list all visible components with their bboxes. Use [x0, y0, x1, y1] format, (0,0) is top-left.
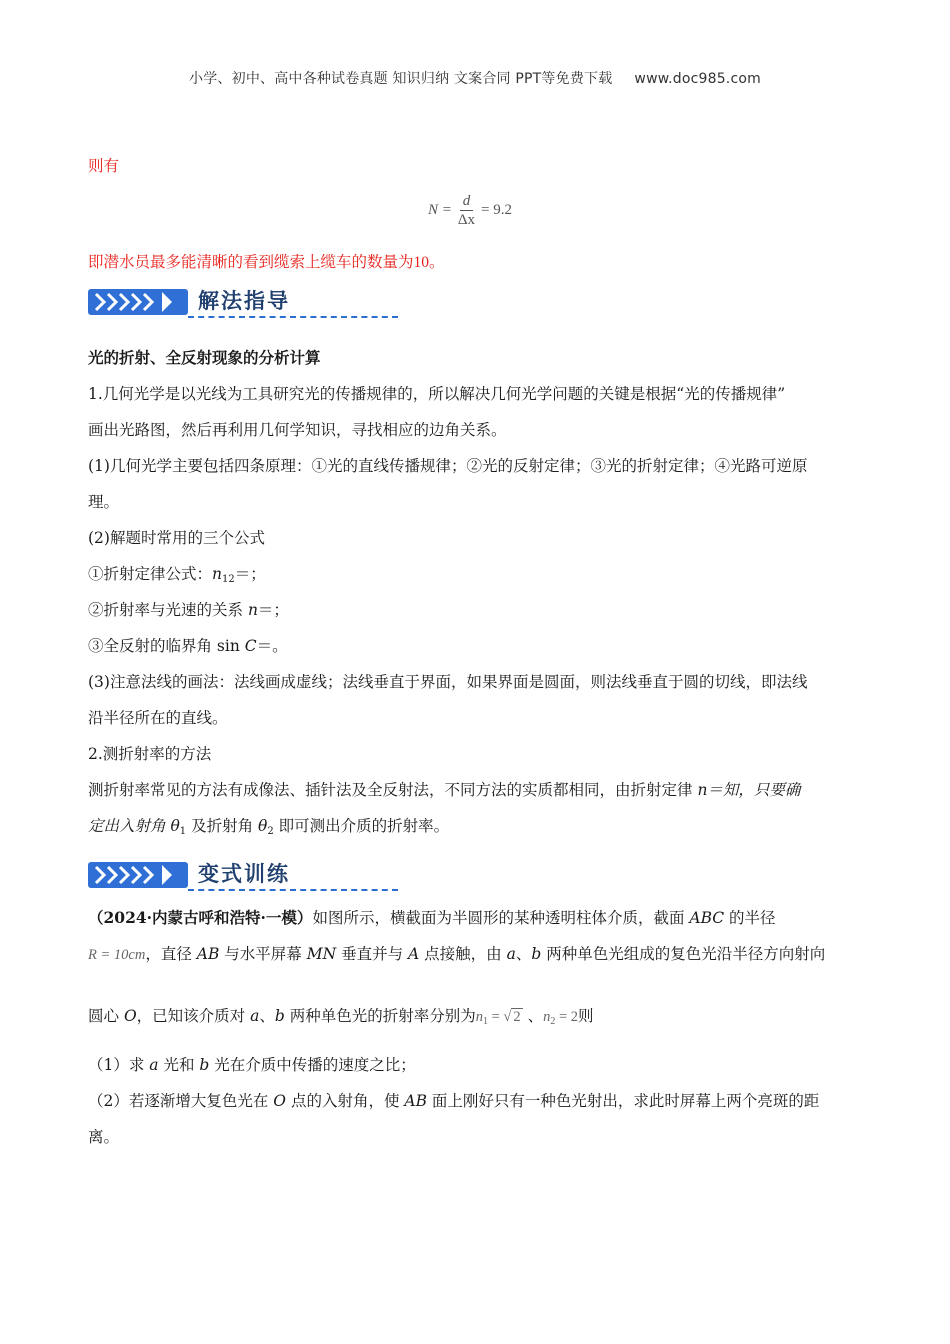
s2-o: O: [273, 1092, 287, 1110]
f1-sub: 12: [222, 574, 235, 585]
question-line-1: [88, 900, 868, 936]
q3-end: 则: [578, 1007, 594, 1025]
paragraph-6b: [88, 808, 868, 850]
banner-underline: [188, 316, 398, 318]
q3-b: ，已知该介质对: [136, 1007, 251, 1025]
q2-f: 两种单色光组成的复色光沿半径方向射向: [541, 945, 826, 963]
conclusion-text: 即潜水员最多能清晰的看到缆索上缆车的数量为: [88, 253, 414, 271]
formula-rhs: = 9.2: [481, 202, 513, 218]
header-text: 小学、初中、高中各种试卷真题 知识归纳 文案合同 PPT等免费下载: [189, 71, 613, 87]
paragraph-5: 2.测折射率的方法: [88, 745, 212, 763]
paragraph-1b: 画出光路图，然后再利用几何学知识，寻找相应的边角关系。: [88, 421, 507, 439]
f2-var: n: [247, 601, 258, 619]
q2-a: ，直径: [145, 945, 197, 963]
q3-light-b: b: [274, 1007, 285, 1025]
page-header: [0, 68, 950, 88]
answer-conclusion: [88, 244, 868, 281]
theta-2: θ: [258, 817, 268, 835]
n2-sub: 2: [550, 1016, 556, 1027]
q3-d: 两种单色光的折射率分别为: [284, 1007, 476, 1025]
q2-e: 、: [515, 945, 532, 963]
q2-light-a: a: [506, 945, 516, 963]
s2-pre: （2）若逐渐增大复色光在: [88, 1092, 274, 1110]
p6a-var: n: [697, 781, 708, 799]
f2-prefix: ②折射率与光速的关系: [88, 601, 248, 619]
radius-value: R = 10cm: [88, 947, 146, 963]
conclusion-end: 。: [429, 253, 445, 271]
sub-question-2-end: 离。: [88, 1128, 120, 1146]
section-title: 解法指导: [198, 289, 290, 313]
p6b-prefix: 定出入射角: [88, 817, 171, 835]
sub-question-1: [88, 1047, 868, 1083]
q2-d: 点接触，由: [419, 945, 507, 963]
f2-post: ＝；: [257, 601, 289, 619]
formula-item-2: [88, 592, 868, 628]
question-line-3: [88, 998, 868, 1040]
p6b-post: 即可测出介质的折射率。: [273, 817, 450, 835]
theta-1: θ: [170, 817, 180, 835]
q2-point-a: A: [408, 945, 420, 963]
q3-sep: 、: [522, 1007, 544, 1025]
p6a-post: ＝知，只要确: [707, 781, 801, 799]
paragraph-4a: (3)注意法线的画法：法线画成虚线；法线垂直于界面，如果界面是圆面，则法线垂直于圆的切线，即法线: [88, 673, 808, 691]
f1-prefix: ①折射定律公式：: [88, 565, 213, 583]
section-subtitle: 光的折射、全反射现象的分析计算: [88, 348, 321, 367]
s2-ab: AB: [404, 1092, 427, 1110]
q2-mn: MN: [306, 945, 337, 963]
p6a-prefix: 测折射率常见的方法有成像法、插针法及全反射法，不同方法的实质都相同，由折射定律: [88, 781, 698, 799]
p6b-mid: 及折射角: [186, 817, 259, 835]
n1-var: n: [475, 1009, 483, 1025]
section-title: 变式训练: [198, 862, 290, 886]
formula-numerator: d: [460, 192, 474, 211]
f1-var: n: [212, 565, 222, 583]
conclusion-value: 10: [413, 254, 430, 271]
formula-denominator: Δx: [457, 212, 476, 228]
q1-abc: ABC: [689, 909, 725, 927]
section-banner-method: [88, 285, 300, 321]
s1-mid: 光和: [158, 1056, 200, 1074]
answer-formula: [428, 192, 512, 229]
formula-lhs: N =: [428, 202, 452, 218]
n2-values: [543, 1009, 578, 1025]
question-line-2: [88, 936, 868, 973]
q2-c: 垂直并与: [336, 945, 408, 963]
s1-pre: （1）求: [88, 1056, 150, 1074]
refractive-index-values: $n_1$ = √ 2: [475, 1009, 521, 1027]
chevron-arrows-icon: [88, 862, 188, 888]
header-site-link[interactable]: www.doc985.com: [634, 71, 761, 87]
f3-post: ＝。: [256, 637, 288, 655]
formula-item-3: [88, 628, 868, 664]
theta-1-sub: 1: [179, 826, 187, 837]
paragraph-2a: (1)几何光学主要包括四条原理：①光的直线传播规律；②光的反射定律；③光的折射定律；④光路可逆原: [88, 457, 808, 475]
banner-underline: [188, 889, 398, 891]
q3-c: 、: [259, 1007, 275, 1025]
q2-ab: AB: [196, 945, 220, 963]
f3-prefix: ③全反射的临界角 sin: [88, 637, 245, 655]
q3-a: 圆心: [88, 1007, 124, 1025]
chevron-arrows-icon: [88, 289, 188, 315]
sqrt-value: 2: [513, 1009, 521, 1025]
q3-o: O: [123, 1007, 137, 1025]
answer-intro: 则有: [88, 157, 120, 175]
paragraph-1a: 1.几何光学是以光线为工具研究光的传播规律的，所以解决几何光学问题的关键是根据“光的传播规律”: [88, 385, 786, 403]
q1-end: 的半径: [724, 909, 776, 927]
q1-text: 如图所示，横截面为半圆形的某种透明柱体介质，截面: [312, 909, 690, 927]
s2-mid: 点的入射角，使: [286, 1092, 405, 1110]
section-banner-practice: [88, 858, 300, 894]
q2-b: 与水平屏幕: [219, 945, 307, 963]
theta-2-sub: 2: [267, 826, 274, 837]
q3-light-a: a: [250, 1007, 260, 1025]
s2-post: 面上刚好只有一种色光射出，求此时屏幕上两个亮斑的距: [426, 1092, 820, 1110]
formula-fraction: [458, 192, 475, 229]
n2-eq: = 2: [555, 1009, 579, 1025]
paragraph-2b: 理。: [88, 493, 120, 511]
n1-sub: 1: [482, 1016, 488, 1027]
paragraph-3: (2)解题时常用的三个公式: [88, 529, 265, 547]
question-source: （2024·内蒙古呼和浩特·一模）: [88, 908, 313, 927]
q2-light-b: b: [531, 945, 542, 963]
f1-post: ＝；: [234, 565, 266, 583]
s1-post: 光在介质中传播的速度之比；: [209, 1056, 416, 1074]
s1-b: b: [199, 1056, 210, 1074]
paragraph-4b: 沿半径所在的直线。: [88, 709, 228, 727]
s1-a: a: [149, 1056, 159, 1074]
n2-var: n: [543, 1009, 551, 1025]
sub-question-2: [88, 1083, 868, 1119]
n1-eq: =: [487, 1009, 504, 1025]
paragraph-6a: [88, 772, 868, 808]
f3-var: C: [244, 637, 257, 655]
